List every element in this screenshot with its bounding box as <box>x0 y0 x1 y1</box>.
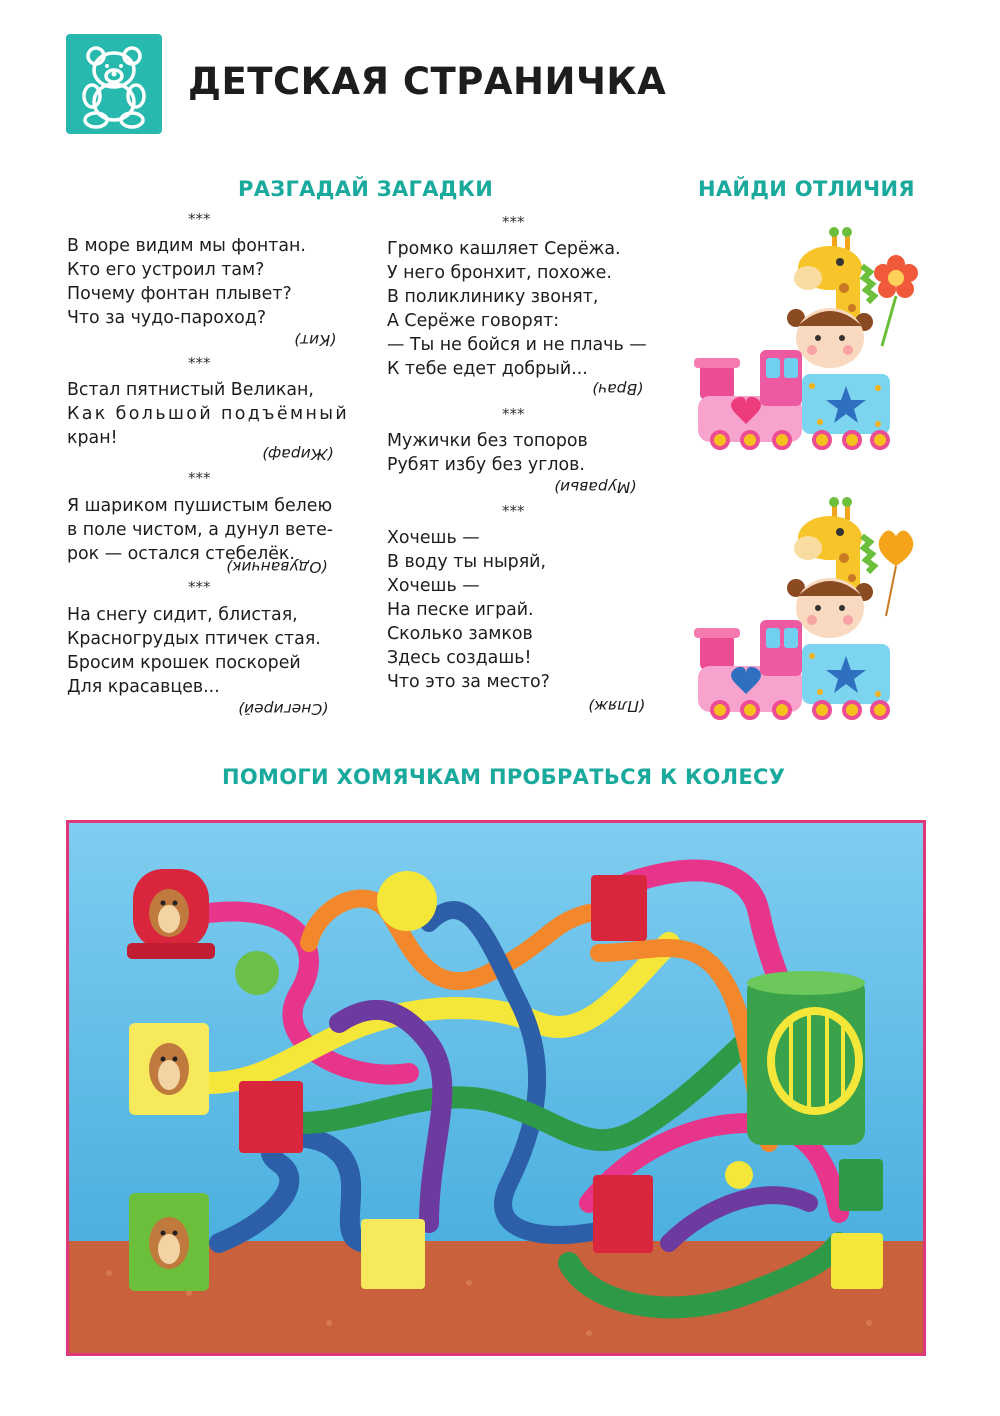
hamster-wheel-cage <box>747 971 865 1145</box>
maze-title: ПОМОГИ ХОМЯЧКАМ ПРОБРАТЬСЯ К КОЛЕСУ <box>222 765 786 789</box>
riddle-separator: *** <box>502 213 525 231</box>
difference-picture-top[interactable] <box>690 226 930 456</box>
riddle-line: Кто его устроил там? <box>67 260 265 280</box>
toy-train-illustration <box>690 226 930 452</box>
riddle-separator: *** <box>502 502 525 520</box>
differences-title: НАЙДИ ОТЛИЧИЯ <box>698 177 915 201</box>
hamster-cage-yellow <box>129 1023 209 1115</box>
page-title: ДЕТСКАЯ СТРАНИЧКА <box>188 60 667 103</box>
riddle-5 <box>387 237 647 381</box>
riddle-line: кран! <box>67 428 118 448</box>
riddle-line: В воду ты ныряй, <box>387 552 547 572</box>
riddle-line: Сколько замков <box>387 624 533 644</box>
riddle-line: Встал пятнистый Великан, <box>67 380 314 400</box>
riddle-line: Хочешь — <box>387 528 480 548</box>
riddle-line: У него бронхит, похоже. <box>387 263 612 283</box>
riddle-answer: (Пляж) <box>588 697 645 715</box>
riddle-line: в поле чистом, а дунул вете- <box>67 520 334 540</box>
riddle-line: Здесь создашь! <box>387 648 532 668</box>
riddle-line: Громко кашляет Серёжа. <box>387 239 621 259</box>
riddle-line: Красногрудых птичек стая. <box>67 629 321 649</box>
riddle-line: Для красавцев... <box>67 677 220 697</box>
riddle-separator: *** <box>502 405 525 423</box>
riddle-line: Рубят избу без углов. <box>387 455 585 475</box>
riddle-line: На песке играй. <box>387 600 534 620</box>
riddles-title: РАЗГАДАЙ ЗАГАДКИ <box>238 177 494 201</box>
riddle-line: — Ты не бойся и не плачь — <box>387 335 647 355</box>
difference-picture-bottom[interactable] <box>690 496 930 726</box>
hamster-cage-green <box>129 1193 209 1291</box>
riddle-2 <box>67 378 350 450</box>
toy-train-illustration <box>690 496 930 722</box>
maze-illustration <box>69 823 923 1353</box>
riddle-1 <box>67 234 339 330</box>
riddle-line: Мужички без топоров <box>387 431 588 451</box>
riddle-line: Как большой подъёмный <box>67 404 350 424</box>
riddle-answer: (Одуванчик) <box>226 558 328 576</box>
riddle-3 <box>67 494 342 566</box>
riddle-line: Хочешь — <box>387 576 480 596</box>
riddle-separator: *** <box>188 469 211 487</box>
riddle-line: К тебе едет добрый... <box>387 359 588 379</box>
riddle-line: рок — остался стебелёк. <box>67 544 295 564</box>
hamster-cage-red <box>127 869 215 959</box>
riddle-line: Что это за место? <box>387 672 550 692</box>
riddle-7 <box>387 526 637 694</box>
riddle-separator: *** <box>188 354 211 372</box>
riddle-line: Я шариком пушистым белею <box>67 496 333 516</box>
riddle-line: В поликлинику звонят, <box>387 287 599 307</box>
riddle-4 <box>67 603 339 699</box>
riddle-line: В море видим мы фонтан. <box>67 236 306 256</box>
riddle-line: На снегу сидит, блистая, <box>67 605 298 625</box>
teddy-bear-icon <box>66 34 162 134</box>
riddle-line: Почему фонтан плывет? <box>67 284 292 304</box>
riddle-answer: (Кит) <box>294 331 337 349</box>
riddle-answer: (Снегирей) <box>238 700 329 718</box>
riddle-separator: *** <box>188 578 211 596</box>
hamster-maze[interactable] <box>66 820 926 1356</box>
riddle-line: А Серёже говорят: <box>387 311 560 331</box>
riddle-answer: (Жираф) <box>262 445 334 463</box>
riddle-6 <box>387 429 637 477</box>
riddle-line: Что за чудо-пароход? <box>67 308 267 328</box>
riddle-separator: *** <box>188 210 211 228</box>
riddle-answer: (Муравьи) <box>554 478 637 496</box>
riddle-line: Бросим крошек поскорей <box>67 653 301 673</box>
riddle-answer: (Врач) <box>592 380 644 398</box>
teddy-bear-icon-box <box>66 34 162 134</box>
